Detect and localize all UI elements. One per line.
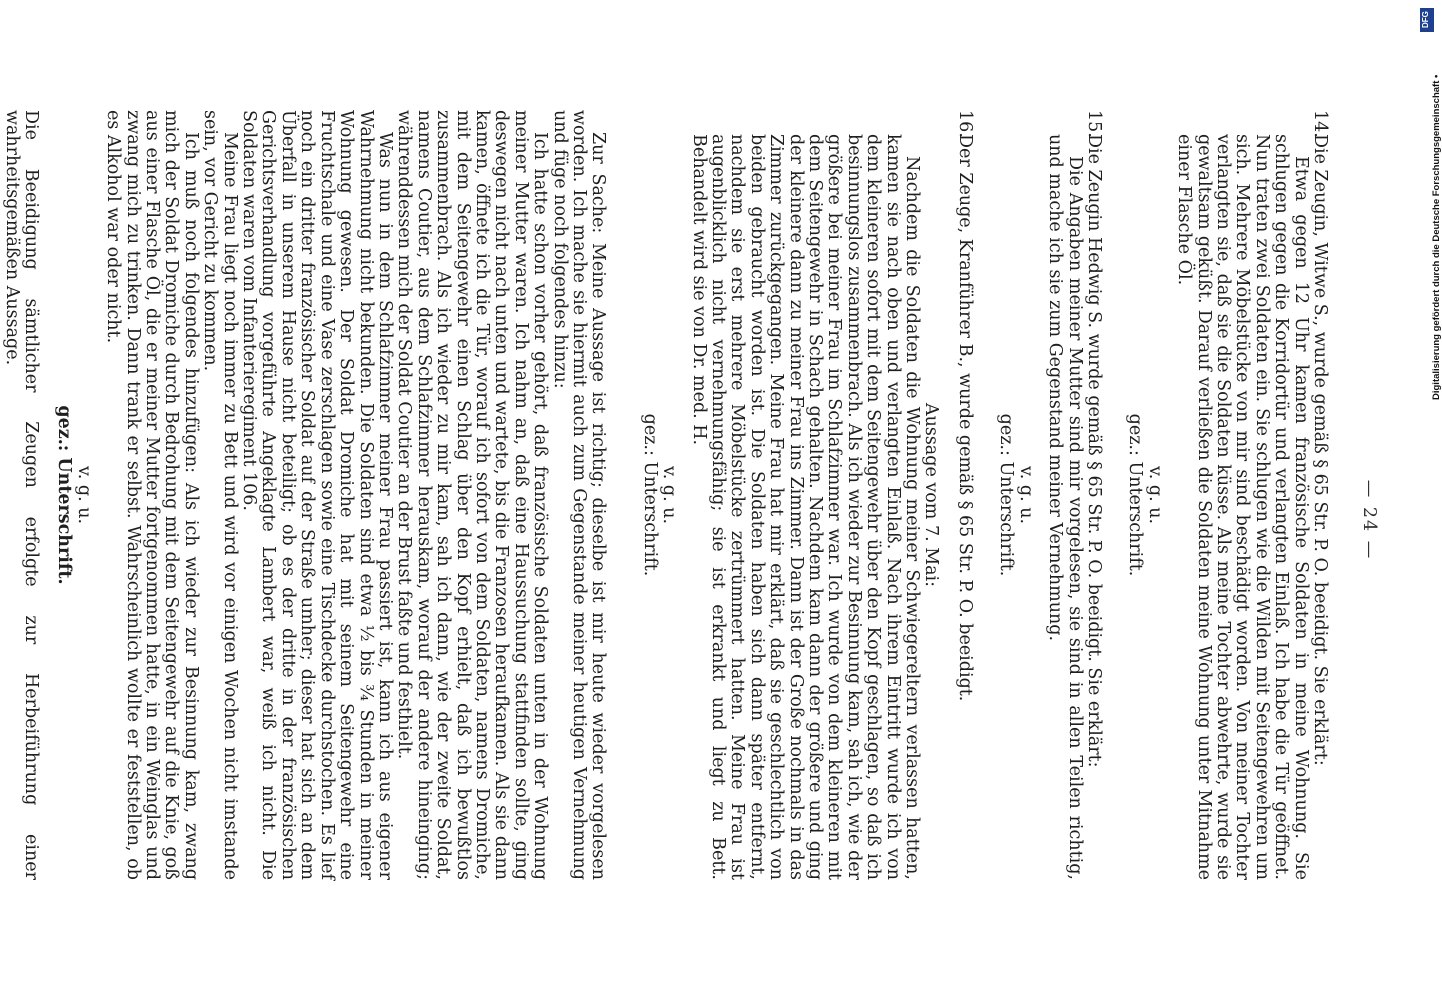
paragraph: Ich hatte schon vorher gehört, daß französische Soldaten unten in der Wohnung meiner Mutter waren. Ich nahm an, daß eine Haussuchung stattfinden sollte, ging deswegen nicht nach unten und wartete, bis die Franzosen heraufkamen. Als sie dann kamen, öffnete ich die Tür, worauf ich sofort von dem Soldaten, namens Dromiche, mit dem Seitengewehr einen Schlag über den Kopf erhielt, daß ich bewußtlos zusammenbrach. Als ich wieder zu mir kam, sah ich dann, wie der zweite Soldat, namens Coutier, aus dem Schlafzimmer herauskam, worauf der andere hineinging; währenddessen mich der Soldat Coutier an der Brust faßte und festhielt. — [394, 110, 551, 880]
dfg-logo-icon — [1420, 8, 1434, 32]
witness-16 — [639, 110, 974, 880]
section-number: 14. — [1310, 110, 1330, 138]
witness-15 — [996, 110, 1103, 880]
signature-line: gez.: Unterschrift. — [639, 413, 660, 577]
statement-date: Aussage vom 7. Mai: — [921, 402, 942, 588]
document-body — [0, 110, 1329, 880]
section-heading: Die Zeugin, Witwe S., wurde gemäß § 65 Str. P. O. beeidigt. Sie erklärt: — [1310, 134, 1330, 766]
paragraph: Meine Frau liegt noch immer zu Bett und wird vor einigen Wochen nicht imstande sein, vor Gericht zu kommen. — [200, 110, 240, 880]
section-heading: Die Zeugin Hedwig S. wurde gemäß § 65 Str. P. O. beeidigt. Sie erklärt: — [1083, 134, 1104, 768]
paragraph: Was nun in dem Schlafzimmer meiner Frau passiert ist, kann ich aus eigener Wahrnehmung nicht bekunden. Die Soldaten sind etwa ½ bis ¾ Stunden in meiner Wohnung gewesen. Der Soldat Dromiche hat mit seinem Seitengewehr eine Fruchtschale und eine Vase zerschlagen sowie eine Tischdecke durchstochen. Es lief noch ein dritter französischer Soldat auf der Straße umher; dieser hat sich an dem Überfall in unserem Hause nicht beteiligt; ob es der dritte in der französischen Gerichtsverhandlung vorgeführte Angeklagte Lambert war, weiß ich nicht. Die Soldaten waren vom Infanterieregiment 106. — [239, 110, 395, 880]
closing-statement: Die Beeidigung sämtlicher Zeugen erfolgte zur Herbeiführung einer wahrheitsgemäßen Aussage. — [1, 110, 42, 880]
section-heading: Der Zeuge, Kranführer B., wurde gemäß § 65 Str. P. O. beeidigt. — [954, 134, 975, 702]
credit-text: Digitalisierung gefördert durch die Deutsche Forschungsgemeinschaft • — [1431, 74, 1442, 400]
testimony-text: Nachdem die Soldaten die Wohnung meiner Schwiegereltern verlassen hatten, kamen sie nach oben und verlangten Einlaß. Nach ihrem Eintritt wurde ich von dem kleineren sofort mit dem Seitengewehr über den Kopf geschlagen, so daß ich besinnungslos zusammenbrach. Als ich wieder zur Besinnung kam, sah ich, wie der größere bei meiner Frau im Schlafzimmer war. Ich wurde von dem kleineren mit dem Seitengewehr in Schach gehalten. Nachdem kam dann der größere und ging der kleinere dann zu meiner Frau ins Zimmer. Dann ist der Große nochmals in das Zimmer zurückgegangen. Meine Frau hat mir erklärt, daß sie geschlechtlich von beiden gebraucht worden ist. Die Soldaten haben sich dann später entfernt, nachdem sie erst mehrere Möbelstücke zertrümmert hatten. Meine Frau ist augenblicklich nicht vernehmungsfähig; sie ist erkrankt und liegt zu Bett. Behandelt wird sie von Dr. med. H. — [688, 134, 923, 880]
witness-14 — [1125, 110, 1329, 880]
dfg-credit-line — [1423, 10, 1442, 400]
signature-vgu: v. g. u. — [1144, 465, 1165, 525]
page-number: — 24 — — [1359, 479, 1379, 561]
signature-vgu: v. g. u. — [73, 465, 94, 525]
testimony-text: Etwa gegen 12 Uhr kamen französische Soldaten in meine Wohnung. Sie schlugen gegen die Korridortür und verlangten Einlaß. Ich habe die Tür geöffnet. Nun traten zwei Soldaten ein. Sie schlugen wie die Wilden mit Seitengewehren um sich. Mehrere Möbelstücke von mir sind beschädigt worden. Von meiner Tochter verlangten sie, daß sie die Soldaten küsse. Als meine Tochter abwehrte, wurde sie gewaltsam geküßt. Darauf verließen die Soldaten meine Wohnung unter Mitnahme einer Flasche Öl. — [1174, 134, 1311, 880]
section-number: 15. — [1083, 110, 1104, 138]
signature-vgu: v. g. u. — [659, 465, 680, 525]
signature-line: gez.: Unterschrift. — [1125, 413, 1146, 577]
section-number: 16. — [954, 110, 975, 138]
signature-vgu: v. g. u. — [1015, 465, 1036, 525]
witness-16-continuation — [54, 110, 607, 880]
paragraph: Ich muß noch folgendes hinzufügen: Als ich wieder zur Besinnung kam, zwang mich der Soldat Dromiche durch Bedrohung mit dem Seitengewehr auf die Knie, goß aus einer Flasche Öl, die er meiner Mutter fortgenommen hatte, in ein Weinglas und zwang mich zu trinken. Dann trank er selbst. Wahrscheinlich wollte er feststellen, ob es Alkohol war oder nicht. — [103, 110, 201, 880]
paragraph: Zur Sache: Meine Aussage ist richtig; dieselbe ist mir heute wieder vorgelesen worden. Ich mache sie hiermit auch zum Gegenstande meiner heutigen Vernehmung und füge noch folgendes hinzu: — [549, 110, 609, 880]
testimony-text: Die Angaben meiner Mutter sind mir vorgelesen, sie sind in allen Teilen richtig, und mache ich sie zum Gegenstand meiner Vernehmung. — [1045, 134, 1085, 880]
signature-line: gez.: Unterschrift. — [996, 413, 1017, 577]
dfg-logo-text: DFG — [1421, 11, 1430, 28]
signature-line: gez.: Unterschrift. — [54, 405, 75, 585]
